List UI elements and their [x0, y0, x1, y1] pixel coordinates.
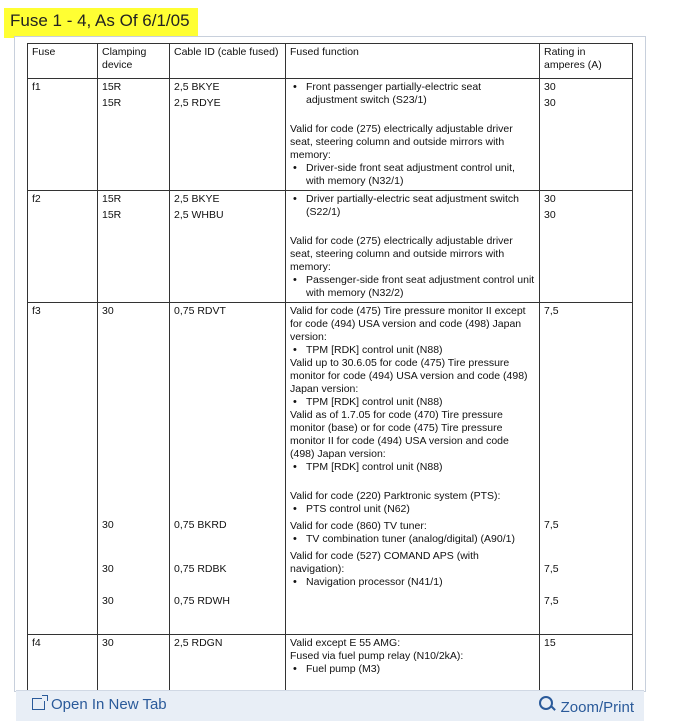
fuse-id: f3: [32, 305, 41, 317]
rating-value: 30: [544, 97, 556, 109]
rating-value: 15: [544, 637, 556, 649]
rating-cell: [540, 303, 633, 635]
function-text: Valid for code (475) Tire pressure monitor II except for code (494) USA version and code (498) Japan version:: [290, 305, 526, 343]
zoom-print-label: Zoom/Print: [560, 699, 634, 716]
clamping-value: 15R: [102, 193, 122, 205]
fuse-id: f2: [32, 193, 41, 205]
open-new-tab-label: Open In New Tab: [51, 696, 167, 713]
function-bullet: • Passenger-side front seat adjustment control unit with memory (N32/2): [290, 274, 535, 300]
function-cell: [286, 635, 540, 695]
col-header-rating: Rating in amperes (A): [540, 44, 633, 79]
rating-value: 7,5: [544, 305, 559, 317]
fuse-cell: [28, 191, 98, 303]
rating-value: 30: [544, 81, 556, 93]
function-text: Valid for code (860) TV tuner:: [290, 520, 427, 532]
rating-value: 7,5: [544, 563, 559, 575]
cable-cell: [170, 635, 286, 695]
table-row: [28, 79, 633, 191]
clamping-value: 30: [102, 305, 114, 317]
fuse-cell: [28, 79, 98, 191]
function-text: Valid as of 1.7.05 for code (470) Tire pressure monitor (base) or for code (475) Tire pressure monitor II for code (494) USA version and code (498) Japan version:: [290, 409, 509, 460]
col-header-fuse: Fuse: [28, 44, 98, 79]
cable-id-value: 0,75 RDWH: [174, 595, 231, 607]
cable-id-value: 2,5 RDGN: [174, 637, 223, 649]
clamping-cell: [98, 635, 170, 695]
function-bullet: • PTS control unit (N62): [290, 503, 535, 516]
table-header-row: [28, 44, 633, 79]
footer-bar: [16, 690, 644, 721]
rating-cell: [540, 79, 633, 191]
function-text: Fused via fuel pump relay (N10/2kA):: [290, 650, 464, 662]
function-bullet: • Fuel pump (M3): [290, 663, 535, 676]
col-header-clamping: Clamping device: [98, 44, 170, 79]
cable-id-value: 2,5 BKYE: [174, 193, 220, 205]
magnifier-icon: [539, 696, 553, 710]
zoom-print-button[interactable]: [539, 696, 634, 716]
function-bullet: • Front passenger partially-electric seat adjustment switch (S23/1): [290, 81, 535, 107]
cable-id-value: 2,5 BKYE: [174, 81, 220, 93]
rating-value: 7,5: [544, 595, 559, 607]
col-header-cable: Cable ID (cable fused): [170, 44, 286, 79]
function-text: Valid for code (220) Parktronic system (PTS):: [290, 490, 501, 502]
clamping-value: 30: [102, 637, 114, 649]
cable-id-value: 0,75 RDBK: [174, 563, 227, 575]
fuse-id: f4: [32, 637, 41, 649]
clamping-value: 30: [102, 519, 114, 531]
function-bullet: • Driver partially-electric seat adjustment switch (S22/1): [290, 193, 535, 219]
function-text: Valid for code (275) electrically adjustable driver seat, steering column and outside mirrors with memory:: [290, 123, 513, 161]
open-new-tab-button[interactable]: [32, 696, 167, 713]
clamping-value: 15R: [102, 209, 122, 221]
function-cell: [286, 191, 540, 303]
fuse-cell: [28, 303, 98, 635]
clamping-value: 30: [102, 595, 114, 607]
cable-cell: [170, 191, 286, 303]
fuse-cell: [28, 635, 98, 695]
page-title: Fuse 1 - 4, As Of 6/1/05: [10, 11, 190, 30]
fuse-table: [27, 43, 633, 695]
cable-id-value: 0,75 BKRD: [174, 519, 227, 531]
function-text: Valid for code (275) electrically adjustable driver seat, steering column and outside mirrors with memory:: [290, 235, 513, 273]
cable-cell: [170, 79, 286, 191]
cable-id-value: 2,5 WHBU: [174, 209, 224, 221]
function-cell: [286, 303, 540, 635]
rating-value: 30: [544, 193, 556, 205]
clamping-value: 15R: [102, 81, 122, 93]
rating-cell: [540, 191, 633, 303]
clamping-cell: [98, 79, 170, 191]
fuse-id: f1: [32, 81, 41, 93]
table-row: [28, 191, 633, 303]
clamping-value: 30: [102, 563, 114, 575]
col-header-function: Fused function: [286, 44, 540, 79]
function-bullet: • TV combination tuner (analog/digital) (A90/1): [290, 533, 535, 546]
function-bullet: • TPM [RDK] control unit (N88): [290, 396, 535, 409]
clamping-cell: [98, 191, 170, 303]
function-bullet: • TPM [RDK] control unit (N88): [290, 461, 535, 474]
function-bullet: • Navigation processor (N41/1): [290, 576, 535, 589]
table-row: [28, 303, 633, 635]
function-text: Valid except E 55 AMG:: [290, 637, 401, 649]
clamping-cell: [98, 303, 170, 635]
clamping-value: 15R: [102, 97, 122, 109]
rating-value: 30: [544, 209, 556, 221]
function-text: Valid for code (527) COMAND APS (with navigation):: [290, 550, 479, 575]
function-cell: [286, 79, 540, 191]
function-bullet: • TPM [RDK] control unit (N88): [290, 344, 535, 357]
cable-id-value: 2,5 RDYE: [174, 97, 221, 109]
function-text: Valid up to 30.6.05 for code (475) Tire pressure monitor for code (494) USA version and code (498) Japan version:: [290, 357, 528, 395]
rating-cell: [540, 635, 633, 695]
table-row: [28, 635, 633, 695]
rating-value: 7,5: [544, 519, 559, 531]
function-bullet: • Driver-side front seat adjustment control unit, with memory (N32/1): [290, 162, 535, 188]
cable-id-value: 0,75 RDVT: [174, 305, 226, 317]
cable-cell: [170, 303, 286, 635]
external-link-icon: [32, 698, 45, 710]
